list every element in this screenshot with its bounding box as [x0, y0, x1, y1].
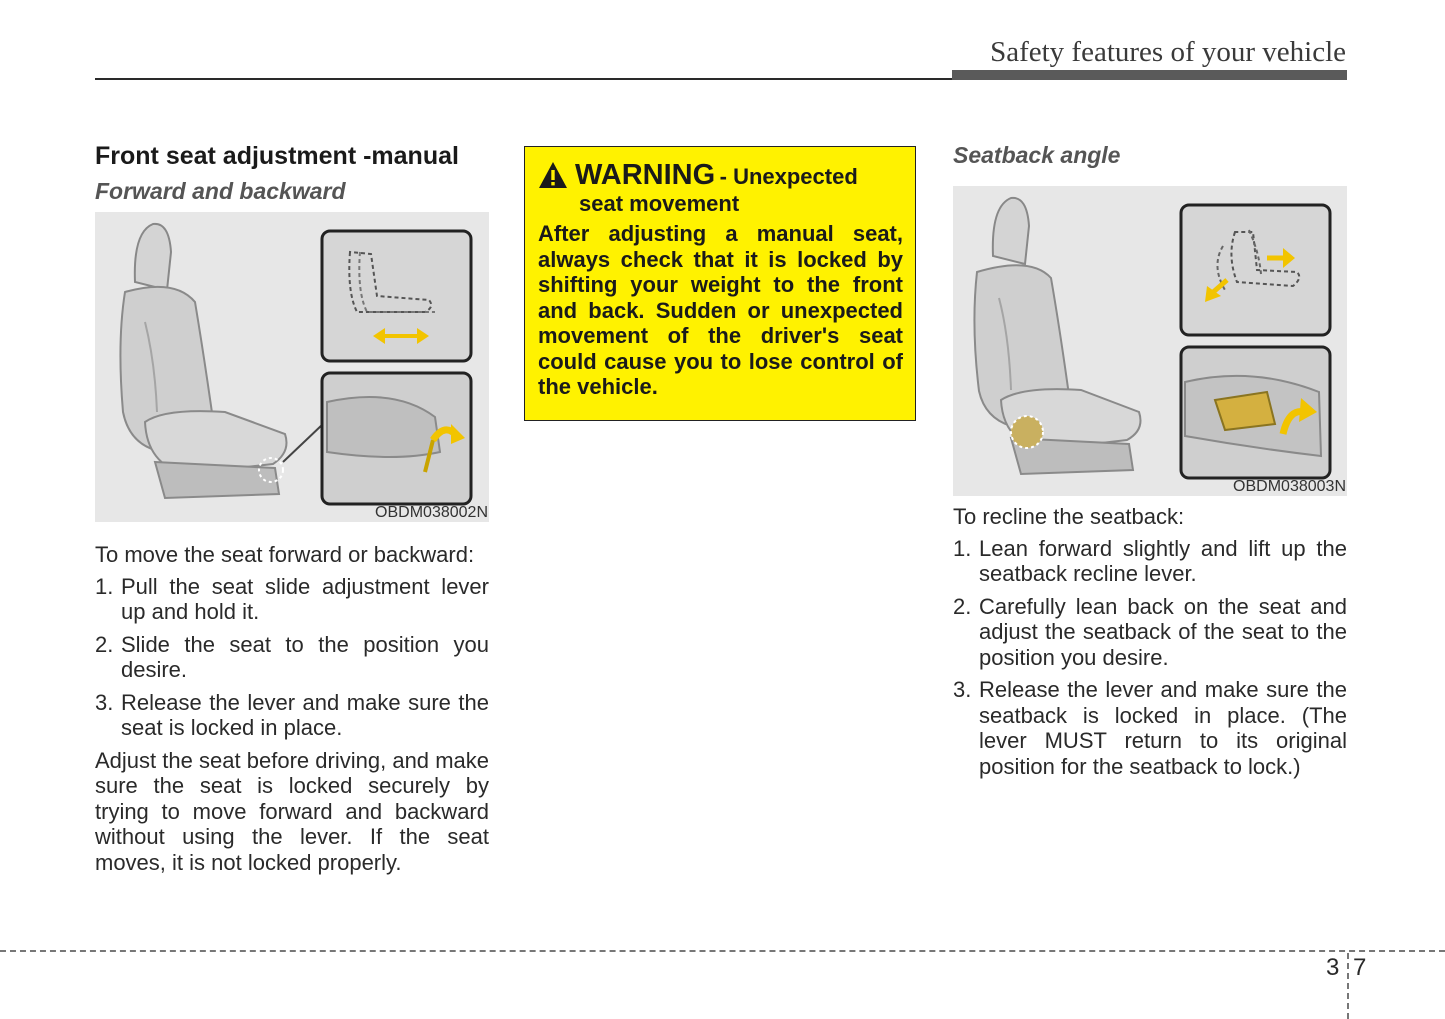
header-accent-bar — [952, 70, 1347, 80]
subhead-forward-backward: Forward and backward — [95, 178, 346, 204]
page-number-divider — [1347, 953, 1349, 1019]
warning-triangle-icon — [538, 161, 568, 189]
step-item: 2. Slide the seat to the position you desire. — [95, 631, 489, 682]
step-item: 1. Lean forward slightly and lift up the seatback recline lever. — [953, 535, 1347, 586]
chapter-number: 3 — [1326, 954, 1340, 981]
figure-code: OBDM038002N — [375, 504, 488, 521]
forward-backward-steps — [95, 574, 489, 741]
seat-slide-drawing — [95, 212, 489, 522]
section-title: Front seat adjustment -manual — [95, 142, 459, 170]
page-header-title: Safety features of your vehicle — [990, 36, 1346, 68]
step-item: 3. Release the lever and make sure the seat is locked in place. — [95, 689, 489, 740]
warning-box — [524, 146, 916, 421]
adjust-paragraph: Adjust the seat before driving, and make sure the seat is locked securely by trying to move forward and backward without using the lever. If the seat moves, it is not locked properly. — [95, 747, 489, 875]
seat-slide-illustration — [95, 212, 489, 522]
warning-body: After adjusting a manual seat, always check that it is locked by shifting your weight to the front and back. Sudden or unexpected movement of the driver's seat could cause you to lose control of the vehicle. — [538, 221, 903, 399]
step-item: 1. Pull the seat slide adjustment lever up and hold it. — [95, 573, 489, 624]
seatback-recline-illustration — [953, 186, 1347, 496]
page-number: 7 — [1353, 954, 1367, 981]
right-column — [953, 140, 1347, 786]
recline-steps — [953, 536, 1347, 780]
intro-text: To recline the seatback: — [953, 504, 1185, 529]
subhead-seatback-angle: Seatback angle — [953, 142, 1121, 168]
step-item: 2. Carefully lean back on the seat and adjust the seatback of the seat to the position you desire. — [953, 593, 1347, 670]
intro-text: To move the seat forward or backward: — [95, 542, 475, 567]
seatback-recline-drawing — [953, 186, 1347, 496]
step-item: 3. Release the lever and make sure the seatback is locked in place. (The lever MUST return to its original position for the seatback to lock.) — [953, 677, 1347, 779]
footer-rule — [0, 950, 1445, 952]
figure-code: OBDM038003N — [1233, 478, 1346, 495]
left-column — [95, 140, 489, 875]
warning-subtitle: - Unexpected — [719, 164, 858, 189]
warning-subtitle-line2: seat movement — [579, 191, 740, 216]
warning-title: WARNING — [575, 159, 716, 191]
